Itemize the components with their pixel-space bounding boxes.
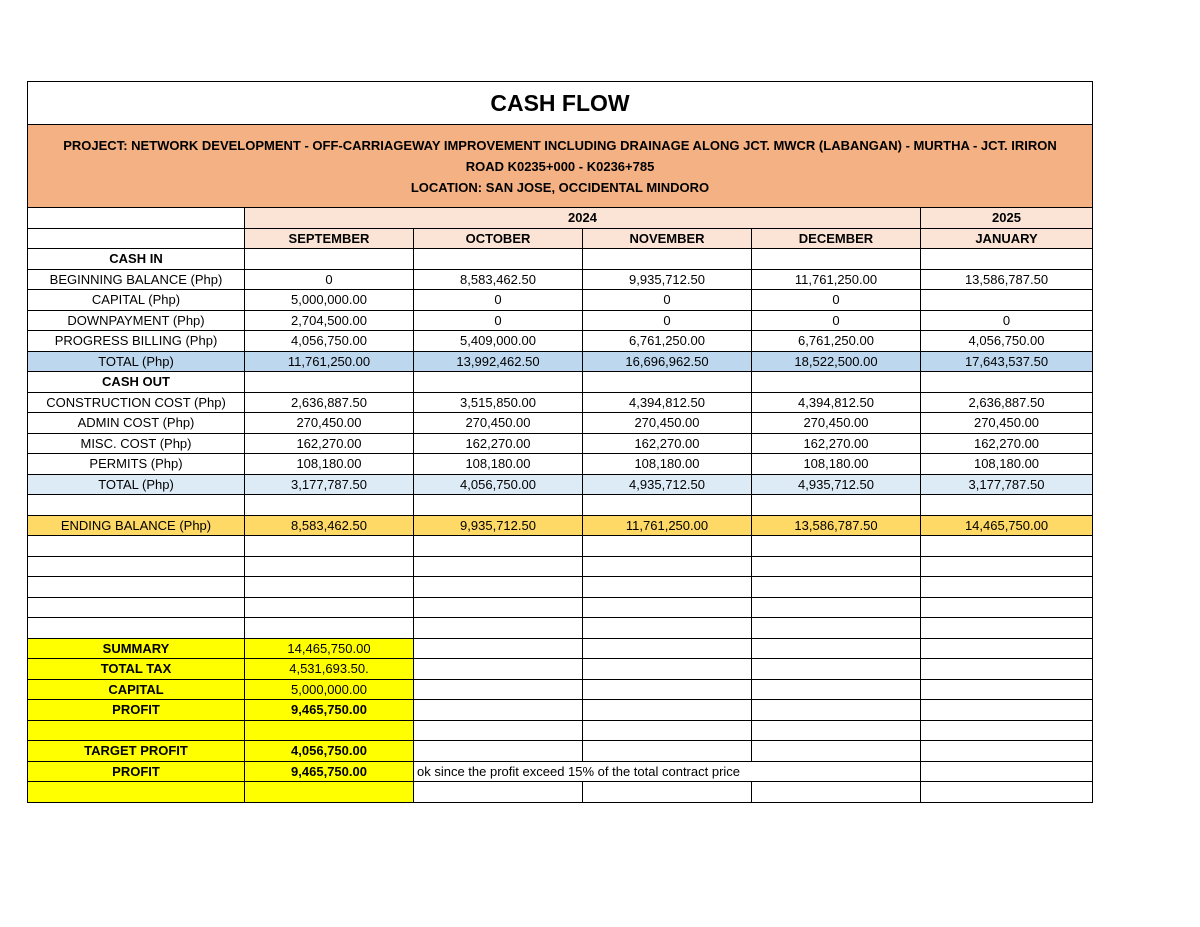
row-label: ADMIN COST (Php)	[28, 413, 245, 434]
cell-value: 108,180.00	[921, 454, 1093, 475]
cash-out-label: CASH OUT	[28, 372, 245, 393]
cell-value: 4,935,712.50	[752, 474, 921, 495]
row-label: BEGINNING BALANCE (Php)	[28, 269, 245, 290]
cell-value: 8,583,462.50	[245, 515, 414, 536]
month-header: SEPTEMBER	[245, 228, 414, 249]
profit-check-row	[28, 761, 1093, 782]
table-row	[28, 310, 1093, 331]
profit-label: PROFIT	[28, 700, 245, 721]
target-profit-label: TARGET PROFIT	[28, 741, 245, 762]
summary-value: 14,465,750.00	[245, 638, 414, 659]
cell-value: 13,586,787.50	[752, 515, 921, 536]
row-label: TOTAL (Php)	[28, 474, 245, 495]
cell-value: 0	[583, 290, 752, 311]
cell-value: 4,056,750.00	[245, 331, 414, 352]
capital-value: 5,000,000.00	[245, 679, 414, 700]
row-label: PERMITS (Php)	[28, 454, 245, 475]
capital-row	[28, 679, 1093, 700]
cell-value: 6,761,250.00	[752, 331, 921, 352]
cell-value: 162,270.00	[414, 433, 583, 454]
cell-value: 270,450.00	[583, 413, 752, 434]
cell-value	[921, 290, 1093, 311]
cell-value: 3,515,850.00	[414, 392, 583, 413]
cell-value: 4,394,812.50	[752, 392, 921, 413]
cell-value: 108,180.00	[752, 454, 921, 475]
cash-flow-table	[27, 81, 1093, 803]
cell-value: 2,636,887.50	[245, 392, 414, 413]
blank-row	[28, 618, 1093, 639]
month-header: DECEMBER	[752, 228, 921, 249]
cell-value: 9,935,712.50	[583, 269, 752, 290]
project-line-1: PROJECT: NETWORK DEVELOPMENT - OFF-CARRIAGEWAY IMPROVEMENT INCLUDING DRAINAGE ALONG JCT. MWCR (LABANGAN) - MURTHA - JCT. IRIRON	[63, 137, 1057, 153]
blank-row	[28, 536, 1093, 557]
row-label: ENDING BALANCE (Php)	[28, 515, 245, 536]
cell-value: 6,761,250.00	[583, 331, 752, 352]
target-profit-value: 4,056,750.00	[245, 741, 414, 762]
empty-cell	[28, 228, 245, 249]
summary-label: SUMMARY	[28, 638, 245, 659]
cell-value: 5,000,000.00	[245, 290, 414, 311]
blank-row	[28, 577, 1093, 598]
profit-check-label: PROFIT	[28, 761, 245, 782]
cell-value: 11,761,250.00	[245, 351, 414, 372]
cell-value: 2,636,887.50	[921, 392, 1093, 413]
total-tax-label: TOTAL TAX	[28, 659, 245, 680]
cash-in-total-row	[28, 351, 1093, 372]
blank-row	[28, 495, 1093, 516]
cell-value: 13,992,462.50	[414, 351, 583, 372]
cell-value: 270,450.00	[414, 413, 583, 434]
cell-value: 108,180.00	[245, 454, 414, 475]
cell-value: 8,583,462.50	[414, 269, 583, 290]
cell-value: 162,270.00	[245, 433, 414, 454]
cash-flow-sheet	[27, 81, 1092, 803]
table-row	[28, 392, 1093, 413]
profit-value: 9,465,750.00	[245, 700, 414, 721]
project-location: LOCATION: SAN JOSE, OCCIDENTAL MINDORO	[410, 179, 710, 195]
table-row	[28, 454, 1093, 475]
project-description	[28, 125, 1093, 208]
summary-row	[28, 638, 1093, 659]
cash-out-total-row	[28, 474, 1093, 495]
row-label: PROGRESS BILLING (Php)	[28, 331, 245, 352]
year-2024-header: 2024	[245, 208, 921, 229]
table-row	[28, 290, 1093, 311]
blank-yellow-row	[28, 782, 1093, 803]
profit-row	[28, 700, 1093, 721]
row-label: DOWNPAYMENT (Php)	[28, 310, 245, 331]
cash-in-label: CASH IN	[28, 249, 245, 270]
cell-value: 162,270.00	[752, 433, 921, 454]
cell-value: 4,056,750.00	[921, 331, 1093, 352]
cell-value: 162,270.00	[921, 433, 1093, 454]
table-row	[28, 413, 1093, 434]
cell-value: 270,450.00	[752, 413, 921, 434]
cell-value: 3,177,787.50	[921, 474, 1093, 495]
profit-check-value: 9,465,750.00	[245, 761, 414, 782]
target-profit-row	[28, 741, 1093, 762]
cell-value: 14,465,750.00	[921, 515, 1093, 536]
cell-value: 4,935,712.50	[583, 474, 752, 495]
row-label: TOTAL (Php)	[28, 351, 245, 372]
table-row	[28, 269, 1093, 290]
blank-yellow-row	[28, 720, 1093, 741]
cell-value: 4,394,812.50	[583, 392, 752, 413]
month-header: OCTOBER	[414, 228, 583, 249]
blank-row	[28, 597, 1093, 618]
cell-value: 11,761,250.00	[752, 269, 921, 290]
cell-value: 18,522,500.00	[752, 351, 921, 372]
cell-value: 16,696,962.50	[583, 351, 752, 372]
cell-value: 0	[414, 290, 583, 311]
ending-balance-row	[28, 515, 1093, 536]
row-label: CONSTRUCTION COST (Php)	[28, 392, 245, 413]
cell-value: 9,935,712.50	[414, 515, 583, 536]
cell-value: 108,180.00	[414, 454, 583, 475]
cell-value: 162,270.00	[583, 433, 752, 454]
cell-value: 0	[245, 269, 414, 290]
cell-value: 2,704,500.00	[245, 310, 414, 331]
month-header: NOVEMBER	[583, 228, 752, 249]
table-row	[28, 433, 1093, 454]
cell-value: 5,409,000.00	[414, 331, 583, 352]
cell-value: 13,586,787.50	[921, 269, 1093, 290]
cell-value: 0	[752, 310, 921, 331]
year-2025-header: 2025	[921, 208, 1093, 229]
cell-value: 270,450.00	[921, 413, 1093, 434]
cell-value: 108,180.00	[583, 454, 752, 475]
total-tax-row	[28, 659, 1093, 680]
row-label: MISC. COST (Php)	[28, 433, 245, 454]
cell-value: 11,761,250.00	[583, 515, 752, 536]
cell-value: 0	[583, 310, 752, 331]
cell-value: 0	[752, 290, 921, 311]
cell-value: 4,056,750.00	[414, 474, 583, 495]
cell-value: 0	[414, 310, 583, 331]
blank-row	[28, 556, 1093, 577]
total-tax-value: 4,531,693.50.	[245, 659, 414, 680]
project-line-2: ROAD K0235+000 - K0236+785	[465, 158, 655, 174]
empty-cell	[28, 208, 245, 229]
sheet-title: CASH FLOW	[28, 82, 1093, 125]
capital-label: CAPITAL	[28, 679, 245, 700]
cell-value: 0	[921, 310, 1093, 331]
month-header: JANUARY	[921, 228, 1093, 249]
row-label: CAPITAL (Php)	[28, 290, 245, 311]
profit-note: ok since the profit exceed 15% of the total contract price	[414, 761, 921, 782]
cell-value: 3,177,787.50	[245, 474, 414, 495]
table-row	[28, 331, 1093, 352]
cell-value: 17,643,537.50	[921, 351, 1093, 372]
cell-value: 270,450.00	[245, 413, 414, 434]
